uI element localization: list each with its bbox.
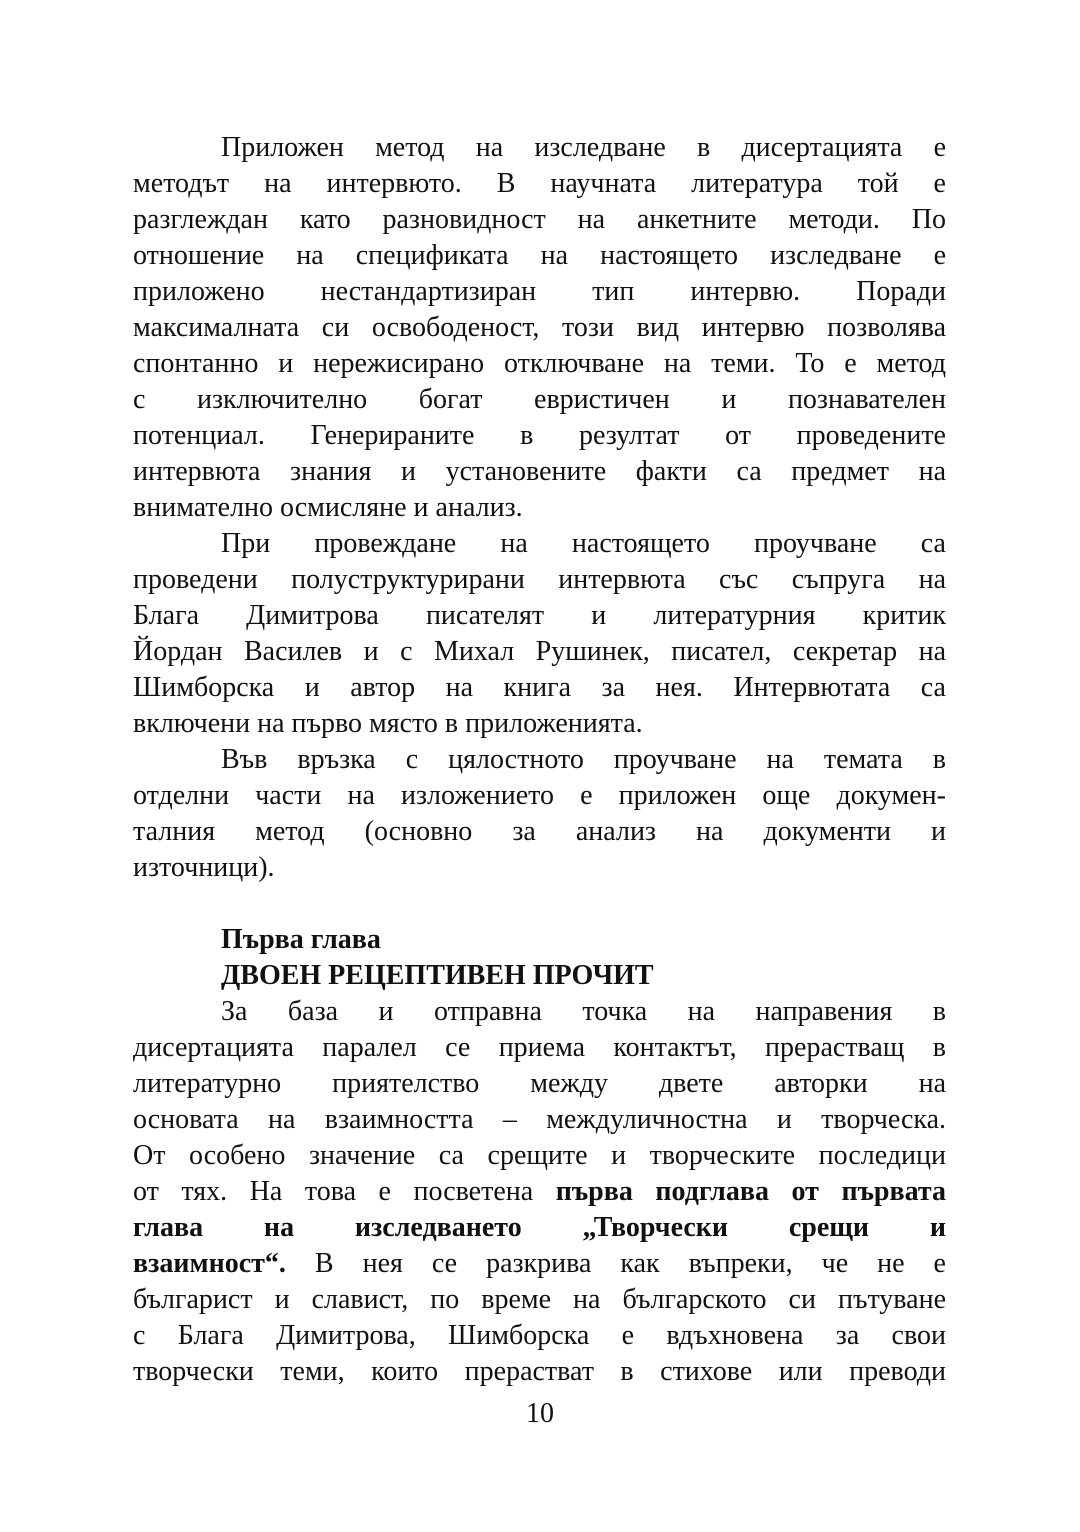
text-segment: Блага Димитрова писателят и литературния критик (133, 600, 946, 631)
text-line (133, 814, 946, 850)
text-segment: интервюта знания и установените факти са предмет на (133, 456, 946, 487)
paragraph (133, 994, 946, 1390)
text-line (133, 1066, 946, 1102)
text-segment: от тях. На това е посветена (133, 1176, 556, 1207)
text-line (133, 238, 946, 274)
paragraph (133, 130, 946, 526)
text-segment: литературно приятелство между двете авторки на (133, 1068, 946, 1099)
text-segment: В нея се разкрива как въпреки, че не е (285, 1248, 946, 1279)
text-line (133, 130, 946, 166)
text-segment: максималната си освободеност, този вид интервю позволява (133, 312, 946, 343)
text-line (133, 454, 946, 490)
text-line (133, 634, 946, 670)
text-line (133, 382, 946, 418)
text-segment: източници). (133, 852, 275, 883)
text-line (133, 490, 946, 526)
text-segment: отделни части на изложението е приложен още докумен- (133, 780, 946, 811)
text-segment: внимателно осмисляне и анализ. (133, 492, 523, 523)
heading-line (133, 958, 946, 994)
text-line (133, 310, 946, 346)
text-segment: основата на взаимността – междуличностна и творческа. (133, 1104, 946, 1135)
text-line (133, 742, 946, 778)
text-line (133, 850, 946, 886)
text-segment: Йордан Василев и с Михал Рушинек, писател, секретар на (133, 636, 946, 667)
bold-text-segment: глава на изследването „Творчески срещи и (133, 1212, 946, 1243)
text-segment: дисертацията паралел се приема контактът, прерастващ в (133, 1032, 946, 1063)
text-segment: творчески теми, които прерастват в стихове или преводи (133, 1356, 946, 1387)
text-segment: За база и отправна точка на направения в (221, 996, 946, 1027)
paragraph (133, 526, 946, 742)
text-segment: българист и славист, по време на българското си пътуване (133, 1284, 946, 1315)
heading-line (133, 922, 946, 958)
text-line (133, 1174, 946, 1210)
text-segment: проведени полуструктурирани интервюта със съпруга на (133, 564, 946, 595)
text-segment: От особено значение са срещите и творческите последици (133, 1140, 946, 1171)
text-line (133, 526, 946, 562)
text-line (133, 706, 946, 742)
text-line (133, 166, 946, 202)
text-line (133, 1246, 946, 1282)
text-line (133, 1354, 946, 1390)
text-line (133, 274, 946, 310)
text-segment: включени на първо място в приложенията. (133, 708, 643, 739)
text-segment: Във връзка с цялостното проучване на темата в (221, 744, 946, 775)
text-line (133, 670, 946, 706)
text-line (133, 418, 946, 454)
paragraph-gap (133, 886, 946, 922)
page-number: 10 (526, 1398, 554, 1429)
text-line (133, 346, 946, 382)
text-line (133, 598, 946, 634)
text-line (133, 1102, 946, 1138)
text-line (133, 202, 946, 238)
text-line (133, 1282, 946, 1318)
text-block (133, 130, 946, 1390)
text-line (133, 1138, 946, 1174)
text-line (133, 562, 946, 598)
text-segment: с Блага Димитрова, Шимборска е вдъхновена за свои (133, 1320, 946, 1351)
text-line (133, 1318, 946, 1354)
text-segment: Шимборска и автор на книга за нея. Интервютата са (133, 672, 946, 703)
text-segment: приложено нестандартизиран тип интервю. Поради (133, 276, 946, 307)
text-line (133, 994, 946, 1030)
chapter-heading (133, 922, 946, 994)
text-segment: Приложен метод на изследване в дисертацията е (221, 132, 946, 163)
text-segment: с изключително богат евристичен и познавателен (133, 384, 946, 415)
bold-text-segment: ДВОЕН РЕЦЕПТИВЕН ПРОЧИТ (221, 960, 654, 991)
text-segment: потенциал. Генерираните в резултат от проведените (133, 420, 946, 451)
bold-text-segment: взаимност“. (133, 1248, 286, 1279)
bold-text-segment: Първа глава (221, 924, 381, 955)
text-segment: методът на интервюто. В научната литература той е (133, 168, 946, 199)
bold-text-segment: първа подглава от първата (555, 1176, 946, 1207)
text-segment: разглеждан като разновидност на анкетните методи. По (133, 204, 946, 235)
text-line (133, 1030, 946, 1066)
text-segment: спонтанно и нережисирано отключване на теми. То е метод (133, 348, 946, 379)
paragraph (133, 742, 946, 886)
text-line (133, 778, 946, 814)
text-segment: талния метод (основно за анализ на документи и (133, 816, 946, 847)
text-line (133, 1210, 946, 1246)
text-segment: При провеждане на настоящето проучване са (221, 528, 946, 559)
text-segment: отношение на спецификата на настоящето изследване е (133, 240, 946, 271)
